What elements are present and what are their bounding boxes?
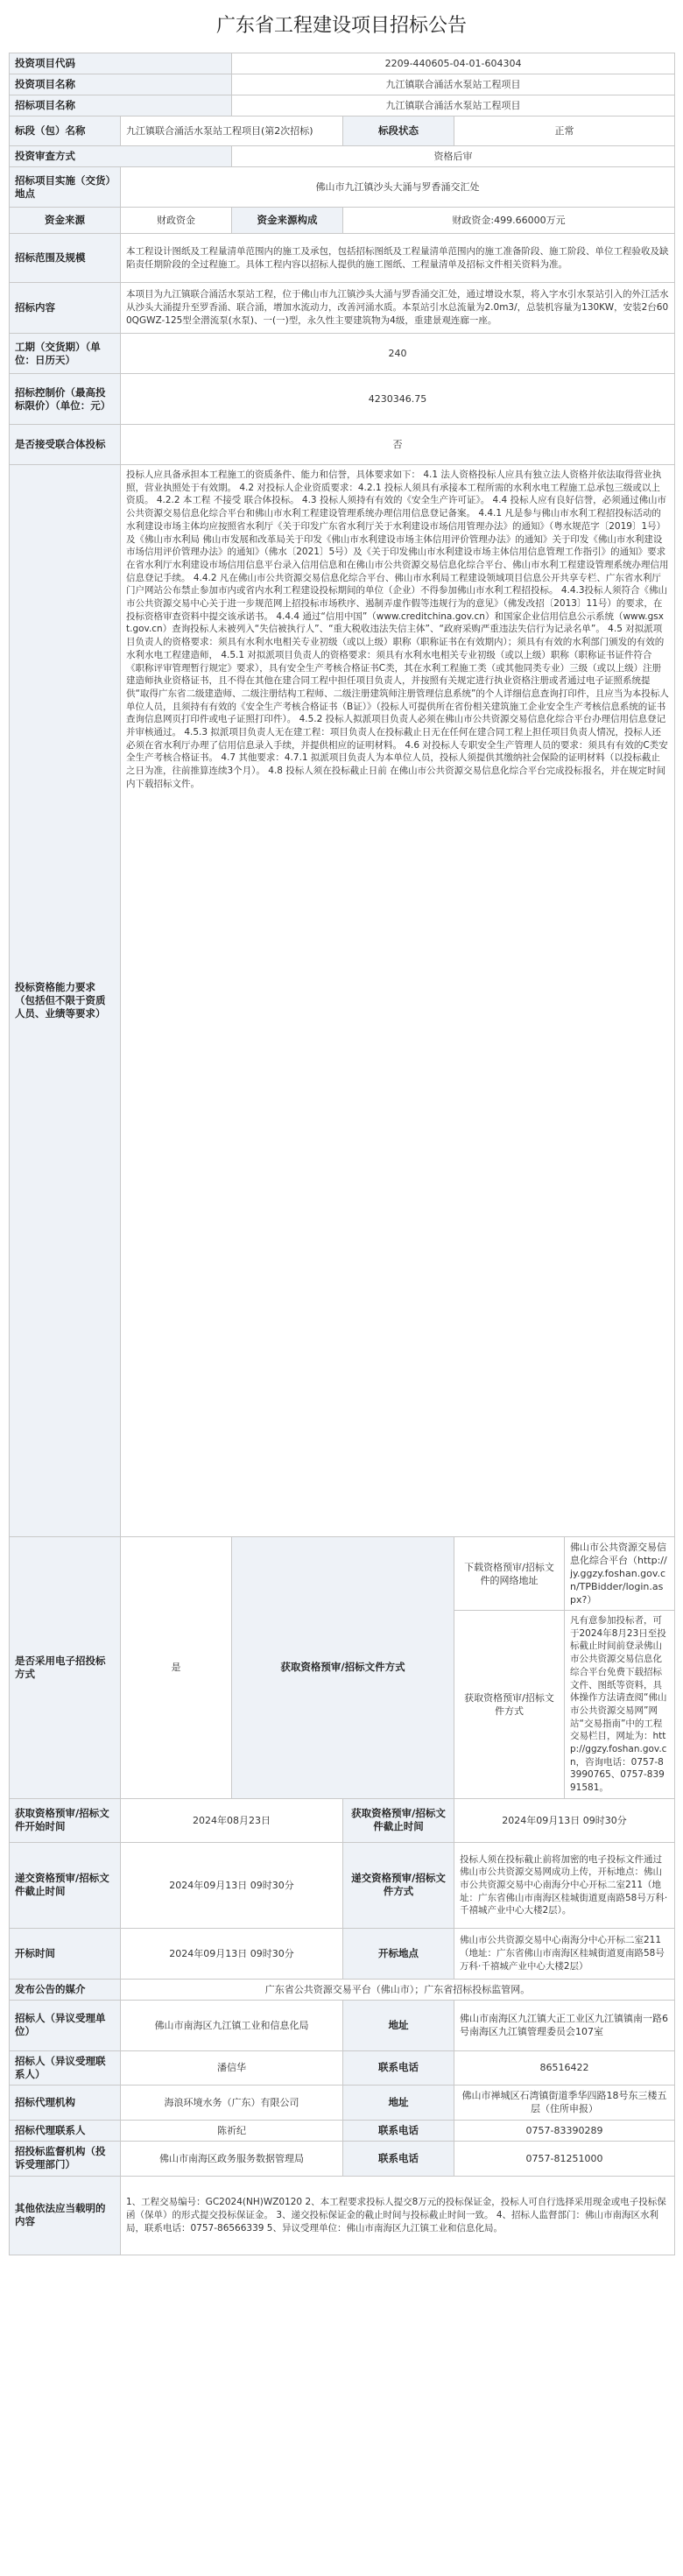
page-title: 广东省工程建设项目招标公告 [215,15,467,37]
label-supervisor-phone: 联系电话 [343,2141,454,2176]
label-agency: 招标代理机构 [10,2085,121,2120]
value-funding: 财政资金 [121,208,232,234]
label-tenderer-address: 地址 [343,2000,454,2050]
announcement-page [9,0,674,2255]
label-open-place: 开标地点 [343,1928,454,1979]
value-other: 1、工程交易编号：GC2024(NH)WZ0120 2、本工程要求投标人提交8万元的投标保证金，投标人可自行选择采用现金或电子投标保函（保单）的形式提交投标保证金。 3、递交投标保证金的截止时间与投标截止时间一致。 4、招标人监督部门：佛山市南海区水利局，联系电话：0757-86566339 5、异议受理单位：佛山市南海区九江镇工业和信息化局。 [121,2176,675,2255]
label-get-start: 获取资格预审/招标文件开始时间 [10,1798,121,1842]
value-project-code: 2209-440605-04-01-604304 [232,53,675,74]
value-agency: 海浪环境水务（广东）有限公司 [121,2085,343,2120]
value-supervisor-phone: 0757-81251000 [454,2141,675,2176]
label-online: 是否采用电子招投标方式 [10,1537,121,1799]
label-tender-project-name: 招标项目名称 [10,95,232,116]
value-open-time: 2024年09月13日 09时30分 [121,1928,343,1979]
label-agency-phone: 联系电话 [343,2120,454,2141]
row-qualification [10,465,675,1537]
value-agency-contact: 陈祈纪 [121,2120,343,2141]
label-agency-address: 地址 [343,2085,454,2120]
value-submit-deadline: 2024年09月13日 09时30分 [121,1842,343,1928]
label-download-address: 下载资格预审/招标文件的网络地址 [454,1537,565,1611]
row-max-price [10,374,675,425]
download-address-link[interactable]: 佛山市公共资源交易信息化综合平台（http://jy.ggzy.foshan.gov.cn/TPBidder/login.aspx?） [570,1542,667,1606]
row-duration [10,334,675,374]
row-location [10,167,675,208]
value-download-address[interactable] [565,1537,675,1611]
label-supervisor: 招投标监督机构（投诉受理部门） [10,2141,121,2176]
label-get-method-detail: 获取资格预审/招标文件方式 [454,1611,565,1799]
row-overview [10,283,675,334]
value-approval: 资格后审 [232,146,675,167]
value-tenderer-address: 佛山市南海区九江镇大正工业区九江镇镇南一路6号南海区九江镇管理委员会107室 [454,2000,675,2050]
label-scope: 招标范围及规模 [10,234,121,283]
value-location: 佛山市九江镇沙头大涌与罗香涌交汇处 [121,167,675,208]
row-open [10,1928,675,1979]
label-section-status: 标段状态 [343,116,454,146]
row-funding [10,208,675,234]
value-duration: 240 [121,334,675,374]
value-agency-phone: 0757-83390289 [454,2120,675,2141]
label-get-end: 获取资格预审/招标文件截止时间 [343,1798,454,1842]
label-funding: 资金来源 [10,208,121,234]
row-tenderer [10,2000,675,2050]
label-duration: 工期（交货期）（单位：日历天） [10,334,121,374]
label-qualification: 投标资格能力要求（包括但不限于资质人员、业绩等要求） [10,465,121,1537]
label-consortium: 是否接受联合体投标 [10,425,121,465]
value-supervisor: 佛山市南海区政务服务数据管理局 [121,2141,343,2176]
label-submit-method: 递交资格预审/招标文件方式 [343,1842,454,1928]
value-online: 是 [121,1537,232,1799]
value-contact: 潘信华 [121,2050,343,2085]
value-overview: 本项目为九江镇联合涌活水泵站工程，位于佛山市九江镇沙头大涌与罗香涌交汇处，通过增设水泵，将入字水引水泵站引入的外江活水从沙头大涌提升至罗香涌、联合涌，增加水流动力，改善河涌水质。本泵站引水总流量为2.0m3/，总装机容量为130KW，安装2台600QGWZ-125型全潜流泵(水泵)、一(一)型，永久性主要建筑物为4级，重建景观连廊一座。 [121,283,675,334]
row-supervisor [10,2141,675,2176]
label-funding-composition: 资金来源构成 [232,208,343,234]
value-consortium: 否 [121,425,675,465]
value-section: 九江镇联合涌活水泵站工程项目(第2次招标) [121,116,343,146]
label-project-name: 投资项目名称 [10,74,232,95]
row-project-code [10,53,675,74]
row-online-system [10,1537,675,1611]
label-location: 招标项目实施（交货）地点 [10,167,121,208]
label-tenderer: 招标人（异议受理单位） [10,2000,121,2050]
row-agency-contact [10,2120,675,2141]
label-media: 发布公告的媒介 [10,1979,121,2000]
row-approval [10,146,675,167]
value-tenderer: 佛山市南海区九江镇工业和信息化局 [121,2000,343,2050]
label-approval: 投资审查方式 [10,146,232,167]
value-get-method: 凡有意参加投标者，可于2024年8月23日至投标截止时间前登录佛山市公共资源交易信息化综合平台免费下载招标文件、图纸等资料，具体操作方法请查阅“佛山市公共资源交易网”网站“交易指南”中的工程交易栏目，网址为：http://ggzy.foshan.gov.cn，咨询电话：0757-83990765、0757-83991581。 [565,1611,675,1799]
value-get-end: 2024年09月13日 09时30分 [454,1798,675,1842]
label-submit-deadline: 递交资格预审/招标文件截止时间 [10,1842,121,1928]
value-max-price: 4230346.75 [121,374,675,425]
value-get-start: 2024年08月23日 [121,1798,343,1842]
label-overview: 招标内容 [10,283,121,334]
value-section-status: 正常 [454,116,675,146]
row-project-name [10,74,675,95]
value-funding-composition: 财政资金:499.66000万元 [343,208,675,234]
label-project-code: 投资项目代码 [10,53,232,74]
label-section: 标段（包）名称 [10,116,121,146]
value-contact-phone: 86516422 [454,2050,675,2085]
label-open-time: 开标时间 [10,1928,121,1979]
value-qualification: 投标人应具备承担本工程施工的资质条件、能力和信誉，具体要求如下： 4.1 法人资格投标人应具有独立法人资格并依法取得营业执照，营业执照处于有效期。 4.2 对投标人企业资质要求：4.2.1 投标人须具有承接本工程所需的水利水电工程施工总承包三级或以上资质。 4.2.2 本工程 不接受 联合体投标。 4.3 投标人须持有有效的《安全生产许可证》。 4.4 投标人应有良好信誉，必须通过佛山市公共资源交易信息化综合平台和佛山市水利工程建设管理系统办理信用信息登记备案。 4.4.1 凡是参与佛山市水利工程招投标活动的水利建设市场主体均应按照省水利厅《关于印发广东省水利厅关于水利建设市场信用管理办法》的通知》（粤水规范字〔2019〕1号）及《佛山市水利局 佛山市发展和改革局关于印发《佛山市水利建设市场主体信用评价管理办法》的通知》关于印发《佛山市水利建设市场信用评价管理办法》的通知》（佛水〔2021〕5号）及《关于印发佛山市水利建设市场主体信用信息管理工作指引》的通知》要求在省水利厅水利建设市场信用信息平台录入信用信息和在佛山市公共资源交易信息化综合平台、佛山市水利工程建设管理系统办理信用信息登记手续。 4.4.2 凡在佛山市公共资源交易信息化综合平台、佛山市水利局工程建设领域项目信息公开共享专栏、广东省水利厅门户网站公布禁止参加市内或省内水利工程建设投标期间的单位（企业）不得参加佛山市水利工程招投标。 4.4.3投标人须符合《佛山市公共资源交易中心关于进一步规范网上招投标市场秩序、遏制弄虚作假等违规行为的意见》（佛发改招〔2013〕11号）的要求，在投标资格审查资料中提交该承诺书。 4.4.4 通过“信用中国”（www.creditchina.gov.cn）和国家企业信用信息公示系统（www.gsxt.gov.cn）查询投标人未被列入“失信被执行人”、“重大税收违法失信主体”、“政府采购严重违法失信行为记录名单”。 4.5 对拟派项目负责人的资格要求：须具有水利水电相关专业初级（或以上级）职称（职称证书在有效期内）；须具有有效的水利部门颁发的有效的水利水电工程建造师， 4.5.1 对拟派项目负责人的资格要求：须具有水利水电相关专业初级（或以上级）职称（职称证书证件符合《职称评审管理暂行规定》要求），具有安全生产考核合格证书C类，其在水利工程施工类（或其他同类专业）三级（或以上级）注册建造师执业资格证书，且不得在其他在建合同工程中担任项目负责人，并按照有关规定进行执业资格注册或者通过电子证照系统提供“取得广东省二级建造师、二级注册结构工程师、二级注册建筑师注册管理信息系统”的个人详细信息查询打印件，且应当为本投标人单位人员，且须持有有效的《安全生产考核合格证书（B证）》（投标人可提供所在省份相关建筑施工企业安全生产考核信息系统的证书查询信息网页打印件或电子证照打印件）。 4.5.2 投标人拟派项目负责人必须在佛山市公共资源交易信息化综合平台办理信用信息登记并审核通过。 4.5.3 拟派项目负责人无在建工程：项目负责人在投标截止日无在任何在建合同工程上担任项目负责人情况，投标人还必须在省水利厅办理了信用信息录入手续，并提供相应的证明材料。 4.6 对投标人专职安全生产管理人员的要求：须具有有效的C类安全生产考核合格证书。 4.7 其他要求：4.7.1 拟派项目负责人为本单位人员，投标人须提供其缴纳社会保险的证明材料（以投标截止之日为准，往前推算连续3个月）。 4.8 投标人须在投标截止日前 在佛山市公共资源交易信息化综合平台完成投标报名，并在规定时间内下载招标文件。 [121,465,675,1537]
row-media [10,1979,675,2000]
row-consortium [10,425,675,465]
value-agency-address: 佛山市禅城区石湾镇街道季华四路18号东三楼五层（住所申报） [454,2085,675,2120]
label-other: 其他依法应当载明的内容 [10,2176,121,2255]
value-submit-method: 投标人须在投标截止前将加密的电子投标文件通过佛山市公共资源交易网成功上传，开标地点：佛山市公共资源交易中心南海分中心开标二室211（地址：广东省佛山市南海区桂城街道夏南路58号万科·千禧城产业中心大楼2层）。 [454,1842,675,1928]
row-tender-project-name [10,95,675,116]
label-agency-contact: 招标代理联系人 [10,2120,121,2141]
tender-info-table [9,53,675,2255]
label-max-price: 招标控制价（最高投标限价）（单位：元） [10,374,121,425]
label-contact-phone: 联系电话 [343,2050,454,2085]
row-submit [10,1842,675,1928]
row-section [10,116,675,146]
value-scope: 本工程设计图纸及工程量清单范围内的施工及承包，包括招标图纸及工程量清单范围内的施工准备阶段、施工阶段、单位工程验收及缺陷责任期阶段的全过程施工。具体工程内容以招标人提供的施工图纸、工程量清单及招标文件相关资料为准。 [121,234,675,283]
row-other [10,2176,675,2255]
row-get-time [10,1798,675,1842]
row-scope [10,234,675,283]
label-get-method: 获取资格预审/招标文件方式 [232,1537,454,1799]
value-tender-project-name: 九江镇联合涌活水泵站工程项目 [232,95,675,116]
row-contact [10,2050,675,2085]
row-agency [10,2085,675,2120]
label-contact: 招标人（异议受理联系人） [10,2050,121,2085]
value-media: 广东省公共资源交易平台（佛山市）；广东省招标投标监管网。 [121,1979,675,2000]
value-project-name: 九江镇联合涌活水泵站工程项目 [232,74,675,95]
value-open-place: 佛山市公共资源交易中心南海分中心开标二室211（地址：广东省佛山市南海区桂城街道夏南路58号万科·千禧城产业中心大楼2层） [454,1928,675,1979]
